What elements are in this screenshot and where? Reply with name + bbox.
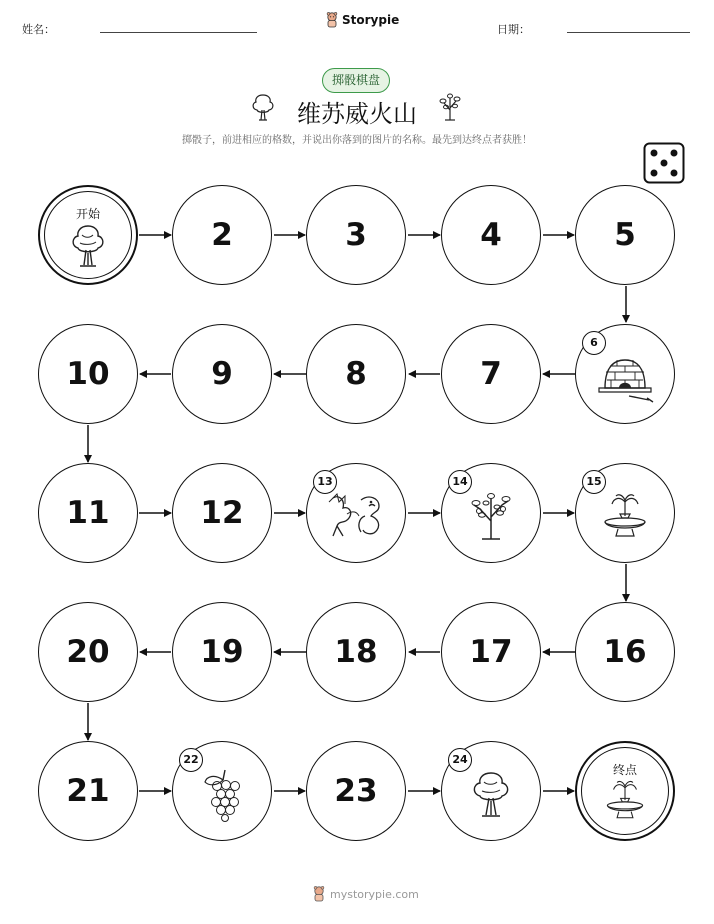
grapes-icon xyxy=(199,768,245,822)
space-number-badge: 15 xyxy=(582,470,606,494)
space-number-badge: 22 xyxy=(179,748,203,772)
board-space[interactable]: 11 xyxy=(38,463,138,563)
winged-creatures-icon xyxy=(325,490,387,542)
brand-name: Storypie xyxy=(342,13,400,27)
space-number-badge: 13 xyxy=(313,470,337,494)
name-label: 姓名： xyxy=(22,23,55,36)
space-number-badge: 14 xyxy=(448,470,472,494)
board-space[interactable]: 2 xyxy=(172,185,272,285)
board-space[interactable]: 19 xyxy=(172,602,272,702)
space-number-badge: 6 xyxy=(582,331,606,355)
board-space[interactable]: 17 xyxy=(441,602,541,702)
board-space[interactable]: 21 xyxy=(38,741,138,841)
picture-space[interactable] xyxy=(575,324,675,424)
picture-space[interactable] xyxy=(441,463,541,563)
finish-space[interactable] xyxy=(575,741,675,841)
space-number-badge: 24 xyxy=(448,748,472,772)
board-space[interactable]: 16 xyxy=(575,602,675,702)
storypie-mascot-icon xyxy=(312,886,326,902)
board-space[interactable]: 8 xyxy=(306,324,406,424)
board-space[interactable]: 23 xyxy=(306,741,406,841)
fountain-icon xyxy=(603,779,647,823)
board-space[interactable]: 4 xyxy=(441,185,541,285)
start-label: 开始 xyxy=(75,207,100,221)
board-space[interactable]: 12 xyxy=(172,463,272,563)
board-space[interactable]: 10 xyxy=(38,324,138,424)
picture-space[interactable] xyxy=(306,463,406,563)
fountain-icon xyxy=(600,492,650,542)
date-label: 日期： xyxy=(497,23,530,36)
start-space[interactable] xyxy=(38,185,138,285)
page-title: 维苏威火山 xyxy=(297,100,417,128)
picture-space[interactable] xyxy=(575,463,675,563)
lemon-tree-icon xyxy=(466,489,516,543)
board-space[interactable]: 18 xyxy=(306,602,406,702)
picture-space[interactable] xyxy=(172,741,272,841)
board-space[interactable]: 7 xyxy=(441,324,541,424)
footer xyxy=(312,886,419,902)
board-space[interactable]: 9 xyxy=(172,324,272,424)
board-space[interactable]: 3 xyxy=(306,185,406,285)
tree-icon xyxy=(68,223,108,269)
footer-site[interactable]: mystorypie.com xyxy=(330,887,419,901)
game-tag: 掷骰棋盘 xyxy=(322,68,390,93)
tree-icon xyxy=(469,770,513,820)
stone-oven-icon xyxy=(595,352,655,404)
finish-label: 终点 xyxy=(612,763,637,777)
instructions: 掷骰子，前进相应的格数，并说出你落到的图片的名称。最先到达终点者获胜！ xyxy=(182,135,532,146)
board-space[interactable]: 20 xyxy=(38,602,138,702)
picture-space[interactable] xyxy=(441,741,541,841)
board-space[interactable]: 5 xyxy=(575,185,675,285)
